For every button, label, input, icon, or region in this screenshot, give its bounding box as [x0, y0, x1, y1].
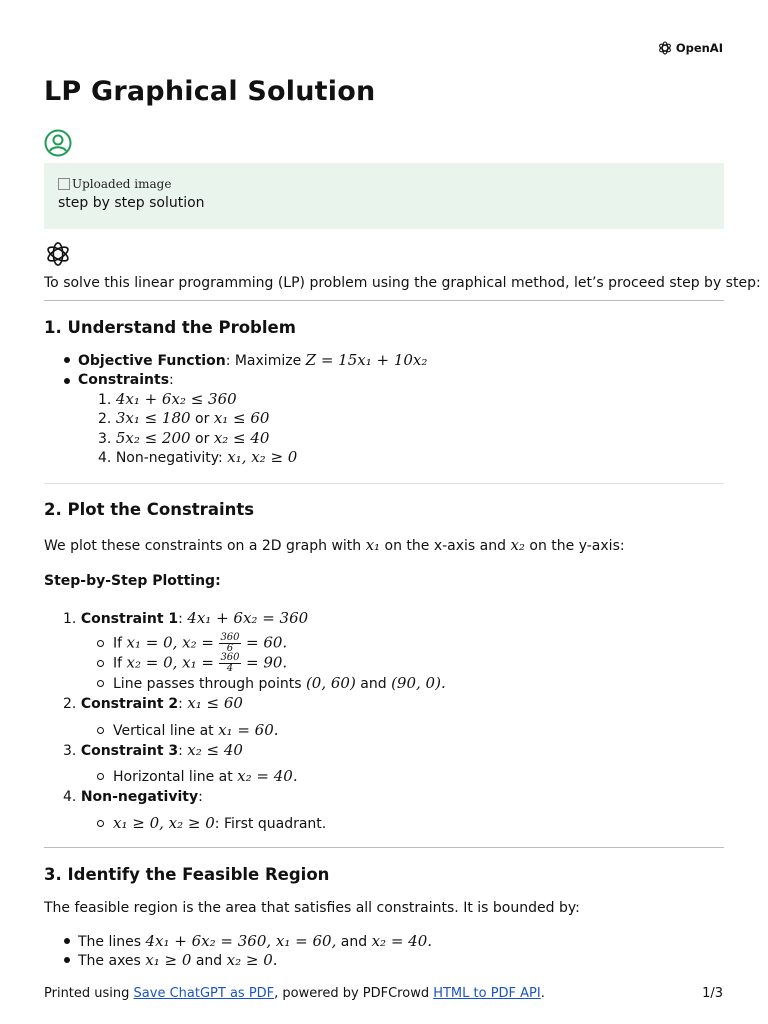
- sub-bullet: [97, 727, 104, 734]
- openai-brand: [657, 40, 723, 56]
- section-1-heading: 1. Understand the Problem: [44, 318, 296, 337]
- constraints-item: Constraints:: [78, 372, 174, 388]
- section-3-intro: The feasible region is the area that satisfies all constraints. It is bounded by:: [44, 900, 580, 916]
- user-avatar-icon: [44, 129, 72, 157]
- bullet: [64, 938, 70, 944]
- sub-bullet: [97, 773, 104, 780]
- save-chatgpt-pdf-link[interactable]: Save ChatGPT as PDF: [133, 986, 275, 1001]
- constraint-1: 1. 4x₁ + 6x₂ ≤ 360: [98, 390, 237, 408]
- plot-step-4a: x₁ ≥ 0, x₂ ≥ 0: First quadrant.: [113, 814, 327, 832]
- section-3-heading: 3. Identify the Feasible Region: [44, 865, 330, 884]
- plot-step-2a: Vertical line at x₁ = 60.: [113, 721, 279, 739]
- constraint-2: 2. 3x₁ ≤ 180 or x₁ ≤ 60: [98, 409, 270, 427]
- plot-step-1a: If x₁ = 0, x₂ = $\frac{360}{6}$ = 60.: [113, 632, 288, 654]
- plot-step-4: 4. Non-negativity:: [63, 789, 203, 805]
- page-number: 1/3: [702, 986, 723, 1001]
- divider: [44, 483, 724, 484]
- broken-image-icon: [58, 178, 70, 190]
- bullet: [64, 357, 70, 363]
- plot-step-2: 2. Constraint 2: x₁ ≤ 60: [63, 694, 243, 712]
- plotting-subheading: Step-by-Step Plotting:: [44, 573, 221, 589]
- user-message: [44, 163, 724, 229]
- sub-bullet: [97, 820, 104, 827]
- print-footer: Printed using Save ChatGPT as PDF, powered by PDFCrowd HTML to PDF API.: [44, 986, 545, 1001]
- assistant-intro: To solve this linear programming (LP) problem using the graphical method, let’s proceed step by step:: [44, 275, 761, 291]
- brand-name: OpenAI: [675, 41, 723, 55]
- sub-bullet: [97, 660, 104, 667]
- section-2-heading: 2. Plot the Constraints: [44, 500, 255, 519]
- openai-logo-icon: [657, 40, 673, 56]
- plot-step-1b: If x₂ = 0, x₁ = $\frac{360}{4}$ = 90.: [113, 652, 288, 674]
- section-2-intro: We plot these constraints on a 2D graph with x₁ on the x-axis and x₂ on the y-axis:: [44, 536, 625, 554]
- plot-step-3a: Horizontal line at x₂ = 40.: [113, 767, 298, 785]
- divider: [44, 847, 724, 848]
- bullet: [64, 957, 70, 963]
- constraint-4: 4. Non-negativity: x₁, x₂ ≥ 0: [98, 448, 298, 466]
- sub-bullet: [97, 640, 104, 647]
- plot-step-1c: Line passes through points (0, 60) and (90, 0).: [113, 674, 446, 692]
- bullet: [64, 378, 70, 384]
- page-title: LP Graphical Solution: [44, 76, 376, 107]
- chatgpt-logo-icon: [44, 240, 72, 268]
- sub-bullet: [97, 680, 104, 687]
- uploaded-image[interactable]: [58, 177, 710, 191]
- bounded-axes-item: The axes x₁ ≥ 0 and x₂ ≥ 0.: [78, 951, 278, 969]
- objective-item: Objective Function: Maximize Z = 15x₁ + 10x₂: [78, 351, 428, 369]
- bounded-lines-item: The lines 4x₁ + 6x₂ = 360, x₁ = 60, and x₂ = 40.: [78, 932, 433, 950]
- divider: [44, 300, 724, 301]
- image-alt-text: Uploaded image: [72, 177, 172, 191]
- html-to-pdf-api-link[interactable]: HTML to PDF API: [433, 986, 541, 1001]
- plot-step-1: 1. Constraint 1: 4x₁ + 6x₂ = 360: [63, 609, 309, 627]
- constraint-3: 3. 5x₂ ≤ 200 or x₂ ≤ 40: [98, 429, 270, 447]
- user-message-text: step by step solution: [58, 195, 205, 211]
- plot-step-3: 3. Constraint 3: x₂ ≤ 40: [63, 741, 243, 759]
